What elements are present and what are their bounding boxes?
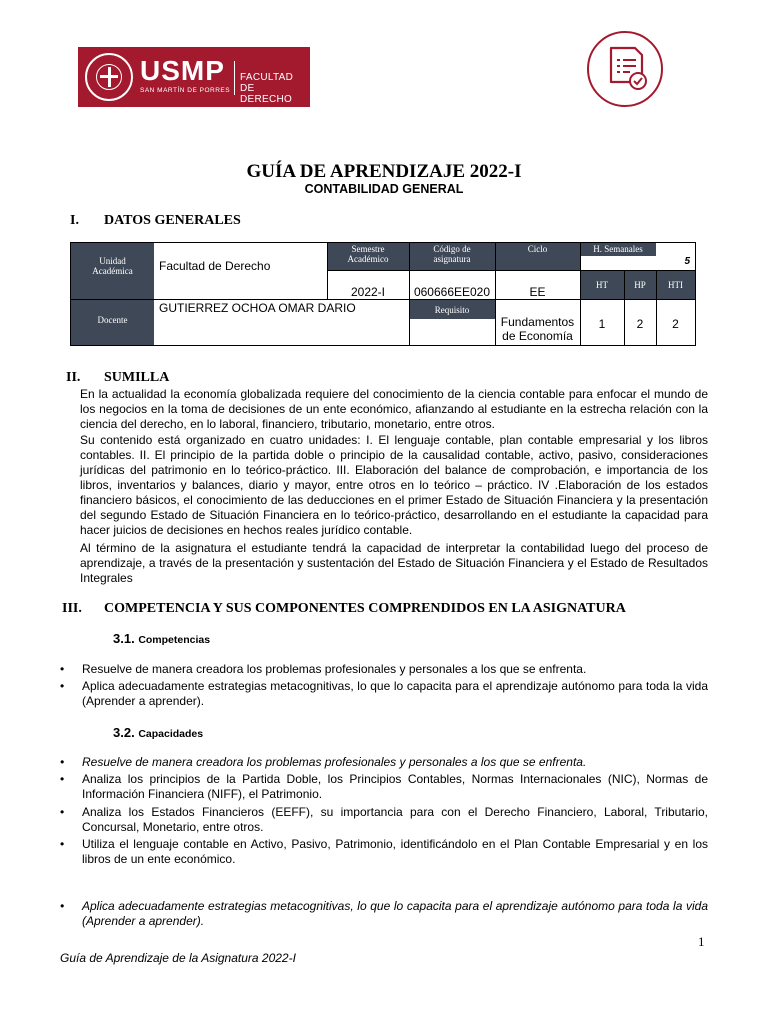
hsem-label-cell — [580, 243, 656, 256]
section-2-title: SUMILLA — [104, 370, 170, 385]
ht-label: HT — [596, 280, 608, 290]
bullet-icon: • — [60, 899, 65, 913]
logo-faculty — [240, 72, 310, 105]
logo-divider — [234, 61, 235, 95]
hsem-label: H. Semanales — [593, 244, 643, 254]
semestre-label-cell — [327, 243, 409, 270]
docente-label-cell — [71, 299, 154, 345]
unidad-value: Facultad de Derecho — [159, 259, 271, 273]
capacidad-text: Resuelve de manera creadora los problemas profesionales y personales a los que se enfrenta. — [82, 755, 587, 769]
semestre-label-line2: Académico — [347, 254, 389, 264]
subsection-3-1-title: Competencias — [138, 634, 211, 646]
bullet-icon: • — [60, 837, 65, 851]
requisito-value — [495, 315, 580, 343]
usmp-logo — [78, 47, 310, 107]
hsem-value: 5 — [684, 256, 690, 267]
unidad-label-line2: Académica — [92, 266, 133, 276]
semestre-value: 2022-I — [350, 285, 386, 299]
bullet-icon: • — [60, 755, 65, 769]
docente-label: Docente — [97, 315, 128, 325]
sumilla-paragraph-2: Su contenido está organizado en cuatro unidades: I. El lenguaje contable, plan contable empresarial y los libros contables. II. El principio de la partida doble o principio de la causalidad contable, activo, pasivo, consideraciones jurídicas del patrimonio en lo teórico-práctico. III. Elaboración del balance de comprobación, e importancia de los libros, inventarios y balances, diario y mayor, entre otros en lo teórico – práctico. IV .Elaboración de los estados financiero básicos, el conocimiento de las deducciones en el primer Estado de Situación Financiera y la presentación del segundo Estado de Situación Financiera en lo teórico-práctico, desarrollando en el estudiante la capacidad para hacer juicios de decisiones en hechos reales jurídico contable. — [80, 433, 708, 537]
table-divider — [495, 243, 496, 345]
document-title: GUÍA DE APRENDIZAJE 2022-I — [246, 161, 522, 182]
subsection-3-2-heading — [113, 725, 203, 742]
requisito-value-line1: Fundamentos — [500, 315, 575, 329]
table-divider — [327, 243, 328, 299]
semestre-label-line1: Semestre — [351, 244, 385, 254]
hti-value: 2 — [672, 317, 679, 331]
hp-label-cell — [624, 270, 656, 299]
hp-value: 2 — [636, 317, 644, 331]
bullet-icon: • — [60, 679, 65, 693]
table-divider — [71, 299, 695, 300]
capacidad-text: Analiza los Estados Financieros (EEFF), su importancia para con el Derecho Financiero, Laboral, Tributario, Concursal, Monetario, entre otros. — [82, 805, 708, 834]
hti-label-cell — [656, 270, 695, 299]
bullet-icon: • — [60, 662, 65, 676]
subsection-3-1-heading — [113, 631, 210, 648]
section-3-number: III. — [62, 601, 82, 616]
logo-faculty-line1: FACULTAD DE — [240, 72, 294, 94]
page-footer: Guía de Aprendizaje de la Asignatura 2022-I — [60, 951, 296, 965]
section-3-heading — [62, 601, 662, 617]
university-seal-icon — [85, 53, 133, 101]
requisito-value-line2: de Economía — [502, 329, 573, 343]
section-1-title: DATOS GENERALES — [104, 213, 241, 228]
codigo-label-line2: asignatura — [433, 254, 471, 264]
competencia-text: Aplica adecuadamente estrategias metacognitivas, lo que lo capacita para el aprendizaje autónomo para toda la vida (Aprender a aprender). — [82, 679, 708, 708]
subsection-3-2-title: Capacidades — [138, 728, 204, 740]
section-2-number: II. — [66, 370, 81, 385]
unidad-label-cell — [71, 243, 154, 299]
logo-acronym: USMP — [140, 55, 225, 86]
ht-value: 1 — [598, 317, 606, 331]
ciclo-label-cell — [495, 243, 580, 270]
general-data-table — [70, 242, 696, 346]
section-1-number: I. — [70, 213, 79, 228]
ciclo-value: EE — [529, 285, 546, 299]
hp-label: HP — [634, 280, 646, 290]
subsection-3-1-number: 3.1. — [113, 631, 135, 646]
table-divider — [327, 270, 695, 271]
table-divider — [409, 243, 410, 345]
document-subtitle: CONTABILIDAD GENERAL — [304, 182, 464, 196]
sumilla-paragraph-1: En la actualidad la economía globalizada requiere del conocimiento de la ciencia contable para enfocar el mundo de los negocios en la toma de decisiones de un ente económico, afianzando al estudiante en la estrecha relación con la ciencia del derecho, en lo laboral, financiero, tributario, monetario, entre otros. — [80, 387, 708, 431]
codigo-label-line1: Código de — [433, 244, 471, 254]
table-divider — [624, 270, 625, 345]
codigo-value: 060666EE020 — [413, 285, 491, 299]
docente-value: GUTIERREZ OCHOA OMAR DARIO — [159, 301, 356, 315]
ciclo-label: Ciclo — [527, 244, 548, 254]
document-checklist-icon — [586, 30, 664, 108]
requisito-label: Requisito — [434, 305, 470, 315]
table-divider — [580, 243, 581, 345]
section-3-title: COMPETENCIA Y SUS COMPONENTES COMPRENDIDOS EN LA ASIGNATURA — [104, 601, 626, 616]
logo-faculty-line2: DERECHO — [240, 94, 293, 105]
capacidad-text: Utiliza el lenguaje contable en Activo, Pasivo, Patrimonio, identificándolo en el Plan Contable Empresarial y en los libros de un ente económico. — [82, 837, 708, 866]
bullet-icon: • — [60, 772, 65, 786]
unidad-label-line1: Unidad — [99, 256, 126, 266]
subsection-3-2-number: 3.2. — [113, 725, 135, 740]
section-1-heading — [70, 213, 370, 229]
bullet-icon: • — [60, 805, 65, 819]
logo-university-name: SAN MARTÍN DE PORRES — [140, 87, 231, 94]
codigo-label-cell — [409, 243, 495, 270]
capacidad-text: Analiza los principios de la Partida Doble, los Principios Contables, Normas Internacionales (NIC), Normas de Información Financiera (NIFF), el Patrimonio. — [82, 772, 708, 801]
capacidad-text: Aplica adecuadamente estrategias metacognitivas, lo que lo capacita para el aprendizaje autónomo para toda la vida (Aprender a aprender). — [82, 899, 708, 928]
section-2-heading — [66, 370, 366, 386]
page-number: 1 — [698, 934, 705, 949]
ht-label-cell — [580, 270, 624, 299]
table-divider — [656, 270, 657, 345]
requisito-label-cell — [409, 299, 495, 319]
sumilla-paragraph-3: Al término de la asignatura el estudiante tendrá la capacidad de interpretar la contabilidad luego del proceso de aprendizaje, a través de la presentación y sustentación del Estado de Situación Financiera y el Estado de Resultados Integrales — [80, 541, 708, 585]
competencia-text: Resuelve de manera creadora los problemas profesionales y personales a los que se enfrenta. — [82, 662, 587, 676]
hti-label: HTI — [668, 280, 683, 290]
